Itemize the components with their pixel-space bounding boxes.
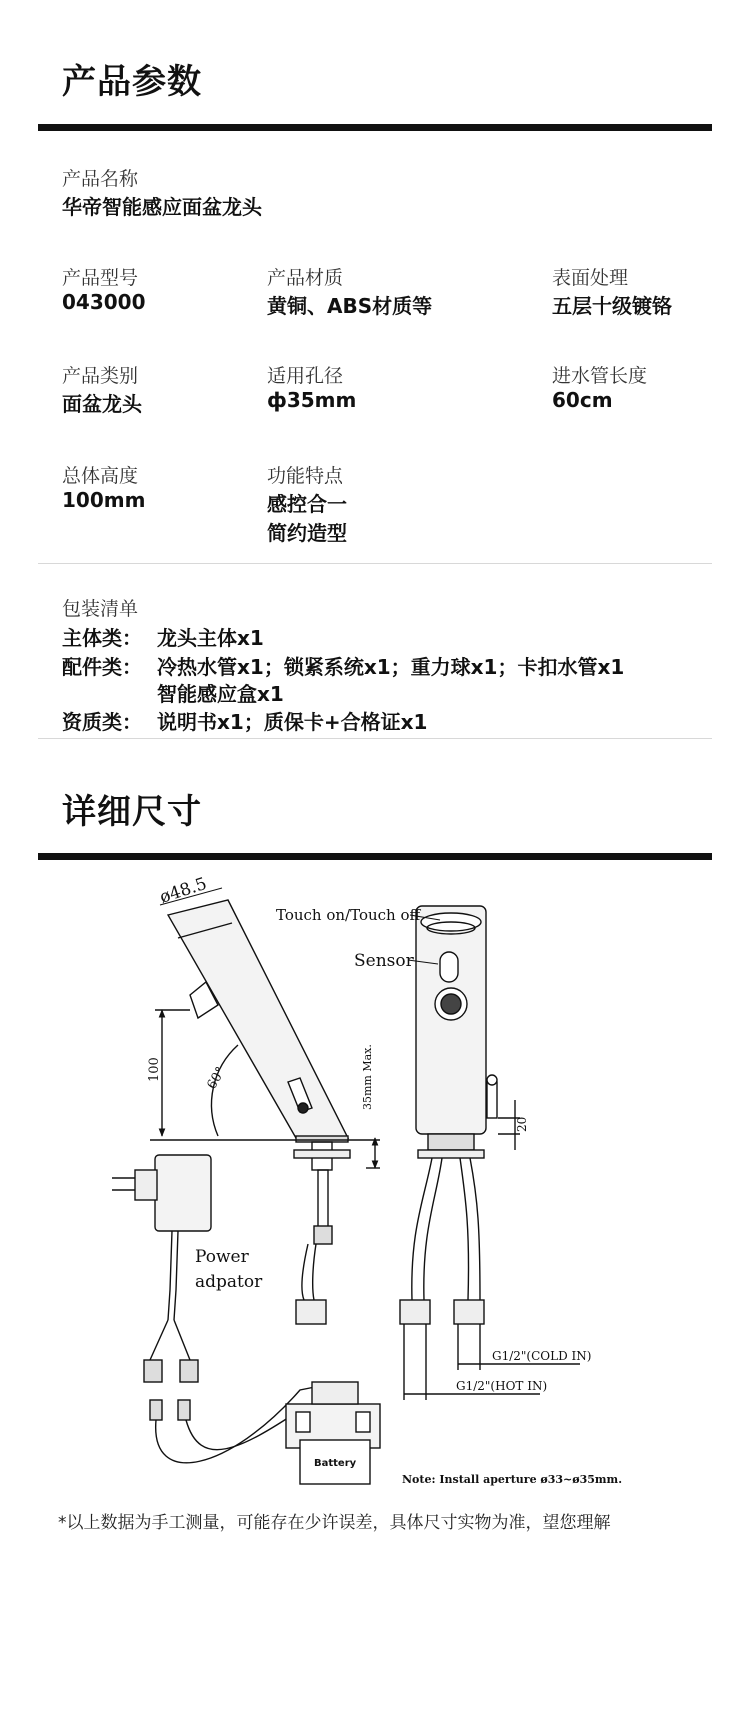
cold-in-label: G1/2"(COLD IN) (492, 1349, 592, 1363)
material-label: 产品材质 (267, 267, 344, 289)
detail-title: 详细尺寸 (62, 792, 202, 832)
faucet-side-view (150, 888, 380, 1324)
footer-note: *以上数据为手工测量，可能存在少许误差，具体尺寸实物为准，望您理解 (58, 1513, 611, 1533)
package-docs-key: 资质类： (62, 710, 142, 734)
hole-value: ф35mm (267, 388, 357, 412)
hose-label: 进水管长度 (552, 365, 648, 387)
hole-label: 适用孔径 (267, 365, 344, 387)
product-name-label: 产品名称 (62, 168, 139, 190)
package-main-value: 龙头主体x1 (157, 626, 264, 650)
category-label: 产品类别 (62, 365, 139, 387)
hose-value: 60cm (552, 388, 613, 412)
package-docs-value: 说明书x1；质保卡+合格证x1 (157, 710, 428, 734)
features-line1: 感控合一 (267, 492, 347, 516)
params-title: 产品参数 (62, 62, 202, 102)
max35-label: 35mm Max. (361, 1044, 374, 1110)
material-value: 黄铜、ABS材质等 (267, 294, 433, 318)
model-label: 产品型号 (62, 267, 139, 289)
package-title: 包装清单 (62, 598, 139, 620)
height-label: 总体高度 (62, 465, 139, 487)
diameter-label: ø48.5 (157, 873, 210, 908)
features-label: 功能特点 (267, 465, 344, 487)
finish-label: 表面处理 (552, 267, 629, 289)
divider (38, 563, 712, 564)
angle-label: 60° (204, 1064, 229, 1092)
package-main-key: 主体类： (62, 626, 142, 650)
package-parts-value-2: 智能感应盒x1 (157, 682, 284, 706)
package-parts-value-1: 冷热水管x1；锁紧系统x1；重力球x1；卡扣水管x1 (157, 655, 625, 679)
hot-in-label: G1/2"(HOT IN) (456, 1379, 548, 1393)
divider (38, 738, 712, 739)
dim20-label: 20 (515, 1116, 529, 1132)
finish-value: 五层十级镀铬 (552, 294, 672, 318)
category-value: 面盆龙头 (62, 392, 142, 416)
model-value: 043000 (62, 290, 146, 314)
height-value: 100mm (62, 488, 146, 512)
features-line2: 简约造型 (267, 521, 347, 545)
package-parts-key: 配件类： (62, 655, 142, 679)
product-name-value: 华帝智能感应面盆龙头 (62, 195, 262, 219)
height-100-label: 100 (147, 1057, 162, 1082)
sensor-label: Sensor (354, 951, 414, 971)
battery-label: Battery (314, 1458, 357, 1469)
faucet-front-view (400, 906, 580, 1400)
power-label-2: adpator (195, 1272, 263, 1292)
install-note: Note: Install aperture ø33~ø35mm. (402, 1473, 623, 1486)
params-title-bar (38, 124, 712, 131)
detail-title-bar (38, 853, 712, 860)
touch-label: Touch on/Touch off (276, 906, 421, 924)
power-label-1: Power (195, 1247, 249, 1267)
